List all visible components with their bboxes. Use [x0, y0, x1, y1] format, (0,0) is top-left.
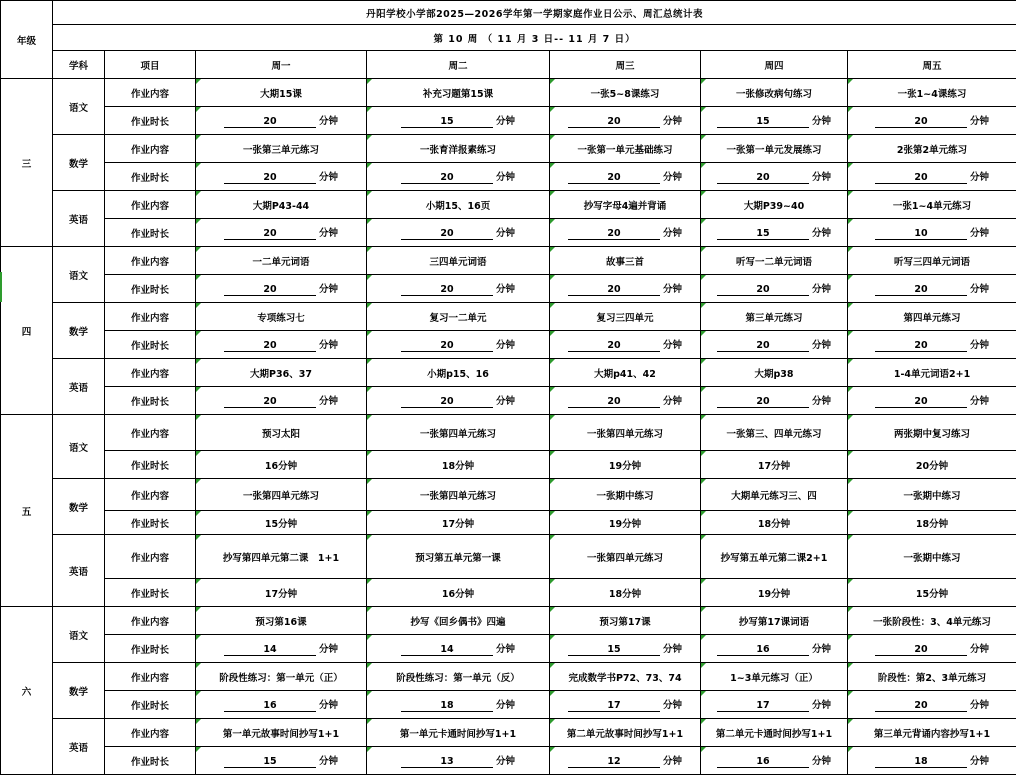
content-cell: 第三单元练习	[701, 303, 848, 331]
content-cell: 大期P39~40	[701, 191, 848, 219]
duration-cell	[196, 107, 367, 135]
duration-cell: 17分钟	[196, 579, 367, 607]
minutes-unit: 分钟	[495, 396, 515, 407]
duration-value: 20	[568, 172, 660, 184]
week-label: 第 10 周 （ 11 月 3 日-- 11 月 7 日）	[53, 25, 1016, 51]
duration-cell	[367, 387, 550, 415]
minutes-unit: 分钟	[811, 396, 831, 407]
content-cell: 一张修改病句练习	[701, 79, 848, 107]
duration-cell	[701, 219, 848, 247]
duration-cell	[848, 387, 1016, 415]
content-cell: 大期单元练习三、四	[701, 479, 848, 511]
duration-cell: 20分钟	[848, 451, 1016, 479]
content-cell: 复习三四单元	[550, 303, 701, 331]
duration-value: 20	[568, 340, 660, 352]
minutes-unit: 分钟	[811, 228, 831, 239]
item-content-label: 作业内容	[105, 247, 196, 275]
duration-value: 17	[568, 700, 660, 712]
content-cell: 一张第四单元练习	[550, 415, 701, 451]
content-cell: 完成数学书P72、73、74	[550, 663, 701, 691]
item-content-label: 作业内容	[105, 479, 196, 511]
duration-cell: 18分钟	[367, 451, 550, 479]
minutes-unit: 分钟	[495, 644, 515, 655]
duration-value: 20	[401, 172, 493, 184]
duration-cell	[196, 331, 367, 359]
content-cell: 听写一二单元词语	[701, 247, 848, 275]
minutes-unit: 分钟	[662, 340, 682, 351]
duration-value: 20	[224, 228, 316, 240]
header-grade: 年级	[1, 1, 53, 79]
duration-cell	[367, 635, 550, 663]
header-item: 项目	[105, 51, 196, 79]
duration-cell	[367, 275, 550, 303]
content-cell: 抄写第17课词语	[701, 607, 848, 635]
content-cell: 大期P36、37	[196, 359, 367, 387]
duration-cell	[550, 691, 701, 719]
subject-cell: 语文	[53, 607, 105, 663]
duration-value: 20	[401, 396, 493, 408]
subject-cell: 语文	[53, 247, 105, 303]
content-cell: 第三单元背诵内容抄写1+1	[848, 719, 1016, 747]
content-cell: 听写三四单元词语	[848, 247, 1016, 275]
minutes-unit: 分钟	[811, 340, 831, 351]
content-cell: 一张第一单元基础练习	[550, 135, 701, 163]
content-cell: 预习第五单元第一课	[367, 535, 550, 579]
duration-value: 20	[401, 284, 493, 296]
duration-value: 10	[875, 228, 967, 240]
duration-cell	[848, 691, 1016, 719]
duration-value: 20	[224, 396, 316, 408]
duration-cell	[367, 331, 550, 359]
content-cell: 预习第17课	[550, 607, 701, 635]
content-cell: 预习第16课	[196, 607, 367, 635]
subject-cell: 语文	[53, 415, 105, 479]
content-cell: 1~3单元练习（正）	[701, 663, 848, 691]
duration-value: 15	[717, 116, 809, 128]
minutes-unit: 分钟	[495, 228, 515, 239]
duration-value: 20	[717, 340, 809, 352]
duration-cell	[196, 747, 367, 775]
duration-value: 20	[717, 172, 809, 184]
minutes-unit: 分钟	[811, 700, 831, 711]
duration-cell: 15分钟	[848, 579, 1016, 607]
content-cell: 抄写《回乡偶书》四遍	[367, 607, 550, 635]
duration-value: 20	[717, 396, 809, 408]
duration-cell: 17分钟	[367, 511, 550, 535]
content-cell: 三四单元词语	[367, 247, 550, 275]
content-cell: 阶段性练习：第一单元（正）	[196, 663, 367, 691]
duration-value: 20	[568, 284, 660, 296]
duration-cell	[701, 747, 848, 775]
duration-value: 20	[875, 284, 967, 296]
duration-cell	[701, 107, 848, 135]
duration-value: 20	[875, 172, 967, 184]
content-cell: 补充习题第15课	[367, 79, 550, 107]
minutes-unit: 分钟	[811, 116, 831, 127]
minutes-unit: 分钟	[662, 172, 682, 183]
duration-value: 20	[224, 116, 316, 128]
duration-value: 20	[875, 396, 967, 408]
content-cell: 阶段性练习：第一单元（反）	[367, 663, 550, 691]
duration-cell	[701, 331, 848, 359]
minutes-unit: 分钟	[970, 116, 990, 127]
grade-cell: 三	[1, 79, 53, 247]
minutes-unit: 分钟	[495, 700, 515, 711]
item-duration-label: 作业时长	[105, 331, 196, 359]
minutes-unit: 分钟	[318, 228, 338, 239]
duration-cell	[196, 219, 367, 247]
duration-cell	[196, 387, 367, 415]
duration-cell	[848, 747, 1016, 775]
minutes-unit: 分钟	[318, 340, 338, 351]
content-cell: 阶段性：第2、3单元练习	[848, 663, 1016, 691]
item-content-label: 作业内容	[105, 607, 196, 635]
content-cell: 小期15、16页	[367, 191, 550, 219]
minutes-unit: 分钟	[318, 700, 338, 711]
header-day: 周一	[196, 51, 367, 79]
item-duration-label: 作业时长	[105, 635, 196, 663]
header-day: 周二	[367, 51, 550, 79]
duration-cell	[550, 387, 701, 415]
duration-cell: 16分钟	[367, 579, 550, 607]
duration-value: 20	[401, 228, 493, 240]
minutes-unit: 分钟	[318, 284, 338, 295]
duration-value: 14	[224, 644, 316, 656]
content-cell: 一张第四单元练习	[367, 415, 550, 451]
duration-cell	[848, 331, 1016, 359]
content-cell: 2张第2单元练习	[848, 135, 1016, 163]
content-cell: 抄写第四单元第二课 1+1	[196, 535, 367, 579]
minutes-unit: 分钟	[662, 700, 682, 711]
duration-cell	[550, 163, 701, 191]
duration-value: 20	[224, 172, 316, 184]
duration-cell	[367, 107, 550, 135]
subject-cell: 数学	[53, 135, 105, 191]
header-day: 周五	[848, 51, 1016, 79]
header-day: 周三	[550, 51, 701, 79]
duration-cell	[196, 635, 367, 663]
content-cell: 一张期中练习	[848, 535, 1016, 579]
content-cell: 一张第三、四单元练习	[701, 415, 848, 451]
duration-cell: 19分钟	[550, 451, 701, 479]
duration-cell	[550, 219, 701, 247]
page-title: 丹阳学校小学部2025—2026学年第一学期家庭作业日公示、周汇总统计表	[53, 1, 1016, 25]
item-content-label: 作业内容	[105, 191, 196, 219]
duration-cell	[550, 747, 701, 775]
subject-cell: 数学	[53, 303, 105, 359]
duration-value: 20	[568, 228, 660, 240]
item-content-label: 作业内容	[105, 663, 196, 691]
minutes-unit: 分钟	[811, 644, 831, 655]
duration-value: 15	[717, 228, 809, 240]
minutes-unit: 分钟	[318, 396, 338, 407]
subject-cell: 数学	[53, 479, 105, 535]
item-duration-label: 作业时长	[105, 163, 196, 191]
duration-cell	[196, 275, 367, 303]
duration-value: 16	[717, 756, 809, 768]
minutes-unit: 分钟	[495, 284, 515, 295]
minutes-unit: 分钟	[318, 756, 338, 767]
minutes-unit: 分钟	[662, 756, 682, 767]
duration-cell	[550, 107, 701, 135]
minutes-unit: 分钟	[662, 116, 682, 127]
grade-cell: 四	[1, 247, 53, 415]
content-cell: 一张1~4课练习	[848, 79, 1016, 107]
duration-value: 20	[224, 340, 316, 352]
content-cell: 专项练习七	[196, 303, 367, 331]
content-cell: 两张期中复习练习	[848, 415, 1016, 451]
minutes-unit: 分钟	[662, 228, 682, 239]
content-cell: 第一单元故事时间抄写1+1	[196, 719, 367, 747]
content-cell: 一张第一单元发展练习	[701, 135, 848, 163]
content-cell: 预习太阳	[196, 415, 367, 451]
content-cell: 一张5~8课练习	[550, 79, 701, 107]
subject-cell: 数学	[53, 663, 105, 719]
minutes-unit: 分钟	[970, 756, 990, 767]
minutes-unit: 分钟	[970, 284, 990, 295]
subject-cell: 英语	[53, 719, 105, 775]
header-subject: 学科	[53, 51, 105, 79]
content-cell: 大期P43-44	[196, 191, 367, 219]
duration-value: 20	[875, 340, 967, 352]
content-cell: 一张期中练习	[848, 479, 1016, 511]
minutes-unit: 分钟	[318, 116, 338, 127]
content-cell: 一张1~4单元练习	[848, 191, 1016, 219]
item-content-label: 作业内容	[105, 303, 196, 331]
content-cell: 抄写字母4遍并背诵	[550, 191, 701, 219]
subject-cell: 英语	[53, 359, 105, 415]
item-duration-label: 作业时长	[105, 579, 196, 607]
item-duration-label: 作业时长	[105, 387, 196, 415]
minutes-unit: 分钟	[495, 340, 515, 351]
duration-cell	[196, 163, 367, 191]
minutes-unit: 分钟	[970, 228, 990, 239]
item-duration-label: 作业时长	[105, 219, 196, 247]
minutes-unit: 分钟	[495, 756, 515, 767]
item-content-label: 作业内容	[105, 79, 196, 107]
item-content-label: 作业内容	[105, 535, 196, 579]
duration-value: 13	[401, 756, 493, 768]
content-cell: 复习一二单元	[367, 303, 550, 331]
content-cell: 一张第四单元练习	[196, 479, 367, 511]
content-cell: 一张期中练习	[550, 479, 701, 511]
duration-value: 20	[224, 284, 316, 296]
duration-cell	[550, 275, 701, 303]
content-cell: 抄写第五单元第二课2+1	[701, 535, 848, 579]
duration-cell	[367, 163, 550, 191]
content-cell: 一张育洋报素练习	[367, 135, 550, 163]
content-cell: 第二单元故事时间抄写1+1	[550, 719, 701, 747]
duration-value: 20	[875, 116, 967, 128]
item-duration-label: 作业时长	[105, 451, 196, 479]
duration-cell	[367, 747, 550, 775]
duration-cell	[701, 387, 848, 415]
duration-value: 20	[717, 284, 809, 296]
duration-cell	[550, 331, 701, 359]
item-duration-label: 作业时长	[105, 107, 196, 135]
duration-value: 20	[875, 700, 967, 712]
duration-cell	[701, 275, 848, 303]
content-cell: 第一单元卡通时间抄写1+1	[367, 719, 550, 747]
minutes-unit: 分钟	[318, 172, 338, 183]
duration-cell	[701, 635, 848, 663]
content-cell: 1-4单元词语2+1	[848, 359, 1016, 387]
duration-cell: 18分钟	[848, 511, 1016, 535]
minutes-unit: 分钟	[318, 644, 338, 655]
content-cell: 大期p38	[701, 359, 848, 387]
duration-value: 20	[875, 644, 967, 656]
minutes-unit: 分钟	[662, 284, 682, 295]
duration-cell	[367, 691, 550, 719]
content-cell: 第四单元练习	[848, 303, 1016, 331]
item-content-label: 作业内容	[105, 135, 196, 163]
duration-cell	[848, 219, 1016, 247]
content-cell: 一张第四单元练习	[550, 535, 701, 579]
duration-cell	[701, 163, 848, 191]
duration-value: 18	[875, 756, 967, 768]
duration-cell	[848, 275, 1016, 303]
content-cell: 一张阶段性：3、4单元练习	[848, 607, 1016, 635]
duration-cell: 17分钟	[701, 451, 848, 479]
duration-cell: 18分钟	[550, 579, 701, 607]
duration-value: 15	[224, 756, 316, 768]
duration-cell: 19分钟	[550, 511, 701, 535]
item-duration-label: 作业时长	[105, 747, 196, 775]
duration-value: 20	[401, 340, 493, 352]
duration-cell: 16分钟	[196, 451, 367, 479]
duration-value: 16	[224, 700, 316, 712]
duration-value: 14	[401, 644, 493, 656]
duration-cell	[367, 219, 550, 247]
item-duration-label: 作业时长	[105, 275, 196, 303]
duration-value: 15	[568, 644, 660, 656]
minutes-unit: 分钟	[811, 284, 831, 295]
minutes-unit: 分钟	[662, 396, 682, 407]
duration-cell: 18分钟	[701, 511, 848, 535]
minutes-unit: 分钟	[495, 116, 515, 127]
duration-cell	[550, 635, 701, 663]
duration-value: 20	[568, 116, 660, 128]
content-cell: 大期15课	[196, 79, 367, 107]
minutes-unit: 分钟	[662, 644, 682, 655]
minutes-unit: 分钟	[811, 756, 831, 767]
duration-cell: 19分钟	[701, 579, 848, 607]
content-cell: 一张第四单元练习	[367, 479, 550, 511]
minutes-unit: 分钟	[970, 644, 990, 655]
duration-value: 16	[717, 644, 809, 656]
item-content-label: 作业内容	[105, 359, 196, 387]
subject-cell: 英语	[53, 535, 105, 607]
item-content-label: 作业内容	[105, 719, 196, 747]
item-duration-label: 作业时长	[105, 511, 196, 535]
content-cell: 大期p41、42	[550, 359, 701, 387]
duration-cell	[196, 691, 367, 719]
minutes-unit: 分钟	[970, 340, 990, 351]
subject-cell: 英语	[53, 191, 105, 247]
duration-value: 17	[717, 700, 809, 712]
content-cell: 第二单元卡通时间抄写1+1	[701, 719, 848, 747]
grade-cell: 六	[1, 607, 53, 775]
content-cell: 小期p15、16	[367, 359, 550, 387]
minutes-unit: 分钟	[970, 396, 990, 407]
minutes-unit: 分钟	[970, 172, 990, 183]
grade-cell: 五	[1, 415, 53, 607]
duration-value: 20	[568, 396, 660, 408]
minutes-unit: 分钟	[811, 172, 831, 183]
item-duration-label: 作业时长	[105, 691, 196, 719]
duration-cell	[848, 635, 1016, 663]
duration-cell	[848, 163, 1016, 191]
content-cell: 一二单元词语	[196, 247, 367, 275]
header-day: 周四	[701, 51, 848, 79]
duration-value: 12	[568, 756, 660, 768]
minutes-unit: 分钟	[970, 700, 990, 711]
duration-cell	[848, 107, 1016, 135]
duration-cell: 15分钟	[196, 511, 367, 535]
minutes-unit: 分钟	[495, 172, 515, 183]
content-cell: 一张第三单元练习	[196, 135, 367, 163]
content-cell: 故事三首	[550, 247, 701, 275]
item-content-label: 作业内容	[105, 415, 196, 451]
subject-cell: 语文	[53, 79, 105, 135]
duration-value: 15	[401, 116, 493, 128]
duration-cell	[701, 691, 848, 719]
duration-value: 18	[401, 700, 493, 712]
